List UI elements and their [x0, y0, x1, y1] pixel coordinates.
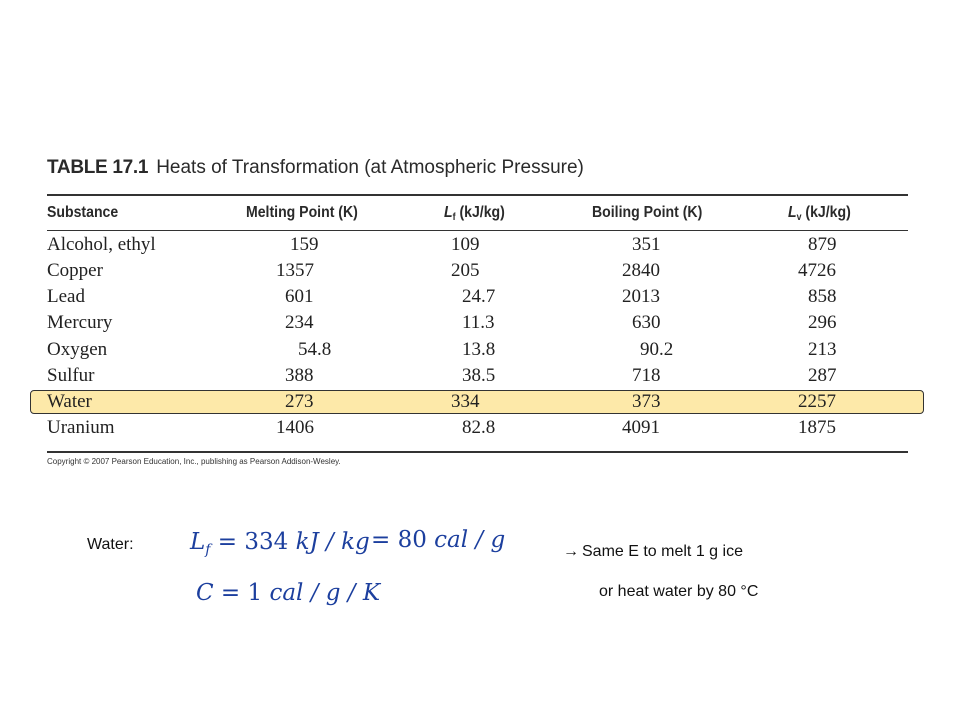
- header-latent-fusion: [444, 204, 505, 223]
- cell-melting: 1406: [276, 417, 314, 438]
- lf-unit: (kJ/kg): [455, 204, 505, 221]
- cell-lf: 11.3: [462, 312, 495, 333]
- cell-lv: 287: [808, 365, 837, 386]
- cell-lf: 38.5: [462, 365, 496, 386]
- cell-substance: Water: [47, 391, 92, 412]
- cell-boiling: 90.2: [640, 339, 674, 360]
- note-line-1-text: Same E to melt 1 g ice: [582, 543, 743, 560]
- cell-lf: 205: [451, 260, 480, 281]
- copyright-notice: Copyright © 2007 Pearson Education, Inc., publishing as Pearson Addison-Wesley.: [47, 457, 341, 466]
- cell-melting: 1357: [276, 260, 314, 281]
- cell-lf: 24.7: [462, 286, 496, 307]
- formula-cal-unit: cal / g: [434, 527, 506, 553]
- header-melting-point: Melting Point (K): [246, 204, 358, 221]
- cell-melting: 388: [285, 365, 314, 386]
- cell-substance: Lead: [47, 286, 85, 307]
- cell-lv: 858: [808, 286, 837, 307]
- formula-lf-rhs: = 334: [210, 529, 296, 555]
- cell-lv: 1875: [798, 417, 836, 438]
- formula-lf-subscript: f: [205, 542, 211, 558]
- lv-subscript: v: [796, 212, 802, 223]
- cell-substance: Sulfur: [47, 365, 95, 386]
- cell-melting: 234: [285, 312, 314, 333]
- formula-c-symbol: C: [196, 580, 214, 606]
- formula-cal-rhs: = 80: [371, 527, 435, 553]
- table-label: TABLE 17.1: [47, 157, 149, 178]
- cell-lv: 879: [808, 234, 837, 255]
- table-header-rule: [47, 230, 908, 231]
- header-substance: Substance: [47, 204, 119, 221]
- cell-melting: 273: [285, 391, 314, 412]
- arrow-right-icon: →: [563, 543, 579, 560]
- cell-substance: Oxygen: [47, 339, 108, 360]
- cell-boiling: 2013: [622, 286, 660, 307]
- cell-boiling: 373: [632, 391, 661, 412]
- formula-c-unit: cal / g / K: [269, 580, 381, 606]
- lf-symbol: L: [444, 204, 453, 221]
- lv-symbol: L: [788, 204, 797, 221]
- formula-latent-heat: [190, 529, 370, 558]
- cell-lv: 2257: [798, 391, 836, 412]
- cell-lv: 213: [808, 339, 837, 360]
- water-label: Water:: [87, 536, 134, 553]
- table-title: [47, 157, 584, 179]
- cell-substance: Mercury: [47, 312, 113, 333]
- cell-lv: 4726: [798, 260, 836, 281]
- lf-subscript: f: [452, 212, 456, 223]
- table-top-rule: [47, 194, 908, 196]
- lv-unit: (kJ/kg): [801, 204, 851, 221]
- cell-boiling: 630: [632, 312, 661, 333]
- cell-boiling: 4091: [622, 417, 660, 438]
- formula-calories: [371, 527, 505, 553]
- formula-c-rhs: = 1: [213, 580, 270, 606]
- cell-substance: Alcohol, ethyl: [47, 234, 156, 255]
- header-latent-vaporization: [788, 204, 851, 223]
- formula-lf-unit: kJ / kg: [295, 529, 370, 555]
- cell-lf: 334: [451, 391, 480, 412]
- cell-lv: 296: [808, 312, 837, 333]
- cell-boiling: 718: [632, 365, 661, 386]
- cell-lf: 82.8: [462, 417, 496, 438]
- header-boiling-point: Boiling Point (K): [592, 204, 703, 221]
- cell-melting: 159: [290, 234, 319, 255]
- cell-lf: 109: [451, 234, 480, 255]
- cell-substance: Uranium: [47, 417, 115, 438]
- cell-lf: 13.8: [462, 339, 496, 360]
- formula-lf-symbol: L: [190, 529, 206, 555]
- table-bottom-rule: [47, 451, 908, 453]
- cell-substance: Copper: [47, 260, 103, 281]
- table-caption: Heats of Transformation (at Atmospheric Pressure): [156, 157, 584, 178]
- formula-specific-heat: [196, 580, 380, 606]
- cell-melting: 54.8: [298, 339, 332, 360]
- cell-boiling: 2840: [622, 260, 660, 281]
- note-line-1: [563, 543, 743, 561]
- cell-boiling: 351: [632, 234, 661, 255]
- note-line-2: or heat water by 80 °C: [599, 583, 759, 600]
- cell-melting: 601: [285, 286, 314, 307]
